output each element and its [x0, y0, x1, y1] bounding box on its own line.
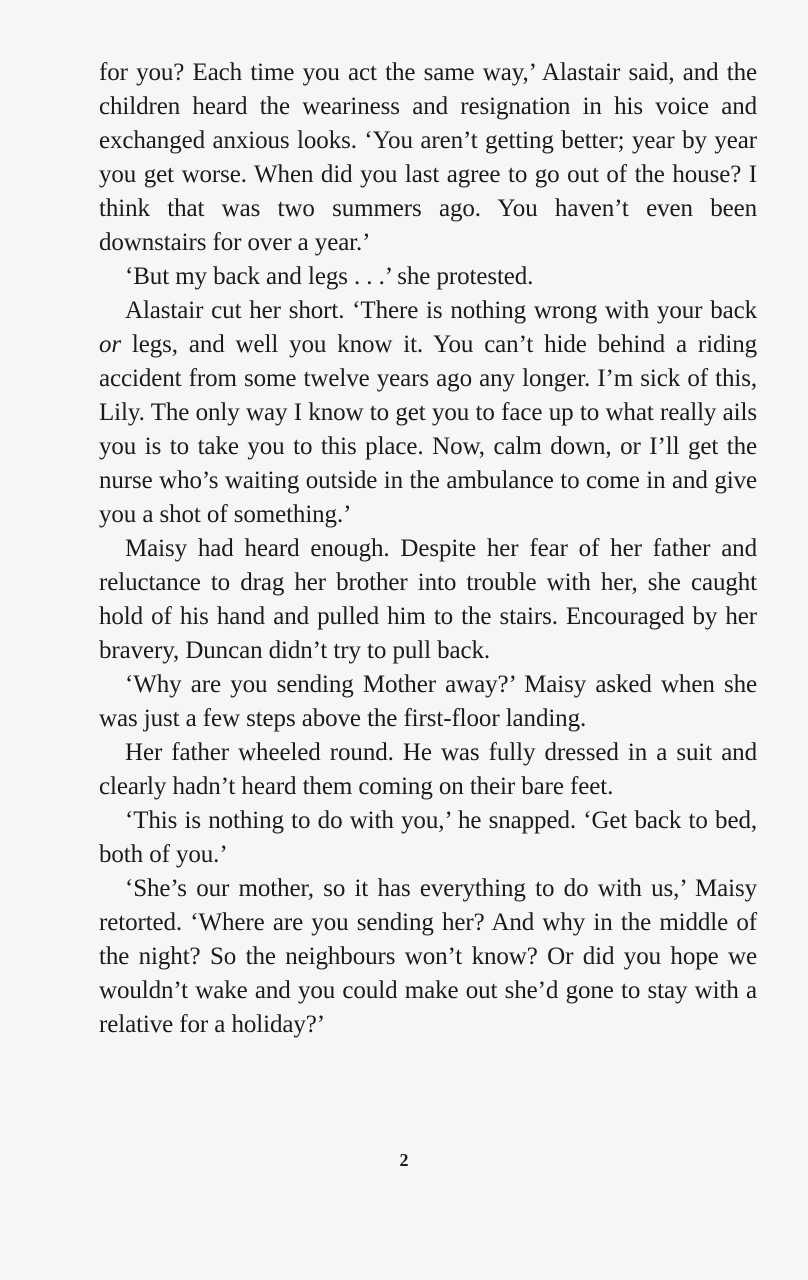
paragraph-5	[99, 668, 757, 736]
paragraph-text: for you? Each time you act the same way,’ Alastair said, and the children heard the weariness and resignation in his voice and exchanged anxious looks. ‘You aren’t getting better; year by year you get worse. When did you last agree to go out of the house? I think that was two summers ago. You haven’t even been downstairs for over a year.’	[99, 59, 757, 256]
paragraph-4	[99, 532, 757, 668]
paragraph-text: Alastair cut her short. ‘There is nothing wrong with your back	[125, 297, 757, 324]
paragraph-text: Her father wheeled round. He was fully dressed in a suit and clearly hadn’t heard them coming on their bare feet.	[99, 739, 757, 800]
paragraph-2	[99, 260, 757, 294]
paragraph-3	[99, 294, 757, 532]
paragraph-text: ‘This is nothing to do with you,’ he snapped. ‘Get back to bed, both of you.’	[99, 807, 757, 868]
paragraph-8	[99, 872, 757, 1042]
book-page-body	[99, 56, 757, 1042]
paragraph-7	[99, 804, 757, 872]
paragraph-text: ‘But my back and legs . . .’ she protested.	[125, 263, 534, 290]
paragraph-text: ‘Why are you sending Mother away?’ Maisy asked when she was just a few steps above the first-floor landing.	[99, 671, 757, 732]
paragraph-1	[99, 56, 757, 260]
paragraph-text: ‘She’s our mother, so it has everything to do with us,’ Maisy retorted. ‘Where are you sending her? And why in the middle of the night? So the neighbours won’t know? Or did you hope we wouldn’t wake and you could make out she’d gone to stay with a relative for a holiday?’	[99, 875, 757, 1038]
paragraph-text-cont: legs, and well you know it. You can’t hide behind a riding accident from some twelve years ago any longer. I’m sick of this, Lily. The only way I know to get you to face up to what really ails you is to take you to this place. Now, calm down, or I’ll get the nurse who’s waiting outside in the ambulance to come in and give you a shot of something.’	[99, 331, 757, 528]
page-number: 2	[399, 1150, 409, 1170]
paragraph-6	[99, 736, 757, 804]
emphasized-word: or	[99, 331, 122, 358]
paragraph-text: Maisy had heard enough. Despite her fear of her father and reluctance to drag her brother into trouble with her, she caught hold of his hand and pulled him to the stairs. Encouraged by her bravery, Duncan didn’t try to pull back.	[99, 535, 757, 664]
